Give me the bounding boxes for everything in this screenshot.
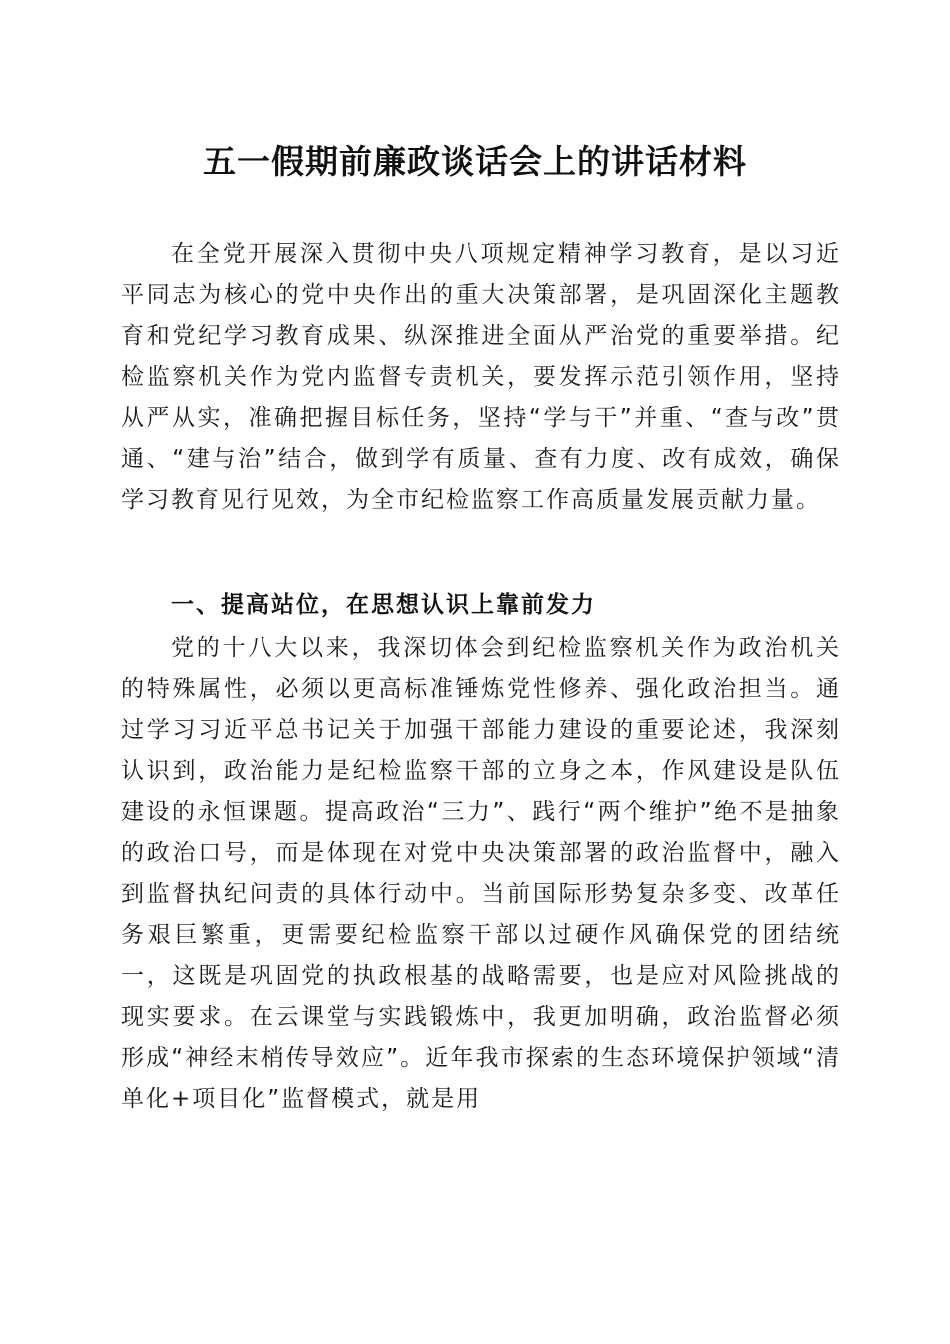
section-heading: 一、提高站位，在思想认识上靠前发力 bbox=[171, 592, 596, 618]
intro-paragraph: 在全党开展深入贯彻中央八项规定精神学习教育，是以习近平同志为核心的党中央作出的重大决策部署，是巩固深化主题教育和党纪学习教育成果、纵深推进全面从严治党的重要举措。纪检监察机关作为党内监督专责机关，要发挥示范引领作用，坚持从严从实，准确把握目标任务，坚持“学与干”并重、“查与改”贯通、“建与治”结合，做到学有质量、查有力度、改有成效，确保学习教育见行见效，为全市纪检监察工作高质量发展贡献力量。 bbox=[121, 241, 841, 513]
section-paragraph: 党的十八大以来，我深切体会到纪检监察机关作为政治机关的特殊属性，必须以更高标准锤炼党性修养、强化政治担当。通过学习习近平总书记关于加强干部能力建设的重要论述，我深刻认识到，政治能力是纪检监察干部的立身之本，作风建设是队伍建设的永恒课题。提高政治“三力”、践行“两个维护”绝不是抽象的政治口号，而是体现在对党中央决策部署的政治监督中，融入到监督执纪问责的具体行动中。当前国际形势复杂多变、改革任务艰巨繁重，更需要纪检监察干部以过硬作风确保党的团结统一，这既是巩固党的执政根基的战略需要，也是应对风险挑战的现实要求。在云课堂与实践锻炼中，我更加明确，政治监督必须形成“神经末梢传导效应”。近年我市探索的生态环境保护领域“清单化+项目化”监督模式，就是用 bbox=[121, 635, 841, 1112]
document-title: 五一假期前廉政谈话会上的讲话材料 bbox=[203, 142, 747, 181]
